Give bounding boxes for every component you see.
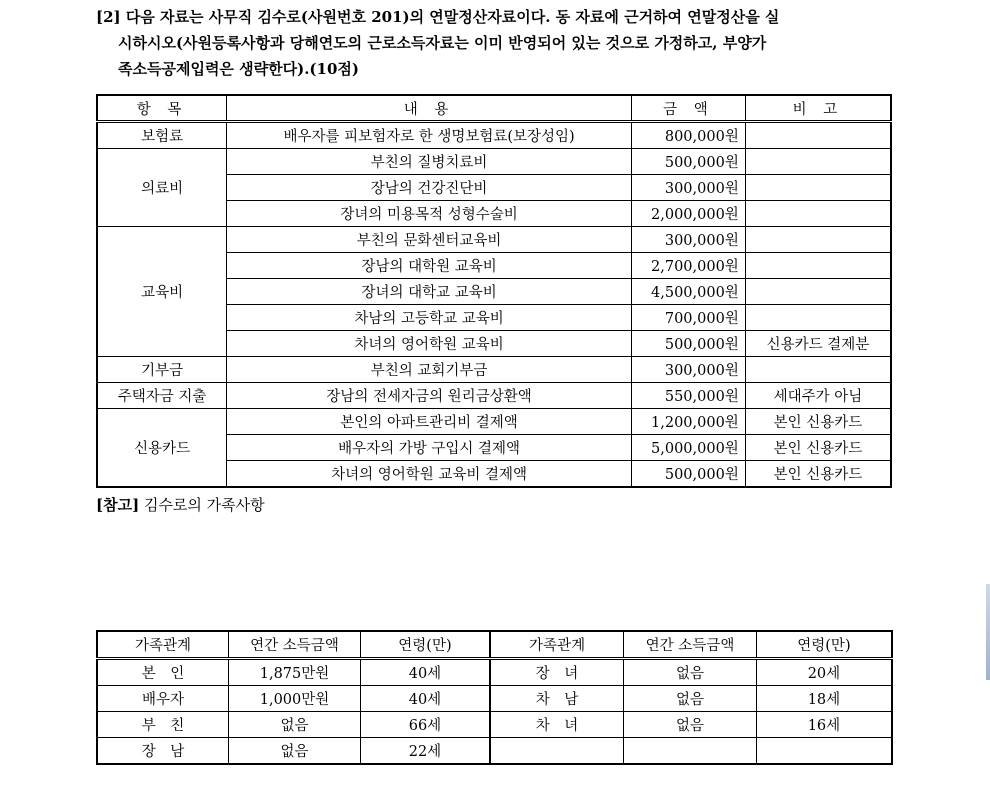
amount-cell: 800,000원 bbox=[631, 122, 745, 149]
income-cell: 1,875만원 bbox=[229, 659, 361, 686]
note-cell bbox=[745, 122, 891, 149]
amount-cell: 300,000원 bbox=[631, 357, 745, 383]
relation-cell bbox=[490, 738, 624, 765]
relation-cell: 차 남 bbox=[490, 686, 624, 712]
table-row bbox=[97, 686, 892, 712]
family-header-row bbox=[97, 631, 892, 659]
reference-heading bbox=[96, 494, 265, 515]
table-row bbox=[97, 738, 892, 765]
year-end-settlement-table bbox=[96, 94, 892, 488]
note-cell bbox=[745, 149, 891, 175]
age-cell: 16세 bbox=[756, 712, 892, 738]
content-cell: 부친의 질병치료비 bbox=[227, 149, 632, 175]
table-row bbox=[97, 122, 891, 149]
income-cell: 없음 bbox=[229, 738, 361, 765]
age-cell: 22세 bbox=[360, 738, 490, 765]
header-item: 항 목 bbox=[97, 95, 227, 122]
age-cell: 40세 bbox=[360, 659, 490, 686]
table-row bbox=[97, 383, 891, 409]
question-text bbox=[96, 4, 906, 82]
amount-cell: 4,500,000원 bbox=[631, 279, 745, 305]
relation-cell: 차 녀 bbox=[490, 712, 624, 738]
amount-cell: 1,200,000원 bbox=[631, 409, 745, 435]
note-cell bbox=[745, 227, 891, 253]
age-cell: 40세 bbox=[360, 686, 490, 712]
amount-cell: 2,000,000원 bbox=[631, 201, 745, 227]
amount-cell: 500,000원 bbox=[631, 331, 745, 357]
header-relation: 가족관계 bbox=[97, 631, 229, 659]
relation-cell: 부 친 bbox=[97, 712, 229, 738]
category-cell: 보험료 bbox=[97, 122, 227, 149]
table-row bbox=[97, 712, 892, 738]
category-cell: 교육비 bbox=[97, 227, 227, 357]
content-cell: 차녀의 영어학원 교육비 결제액 bbox=[227, 461, 632, 488]
note-cell: 세대주가 아님 bbox=[745, 383, 891, 409]
age-cell bbox=[756, 738, 892, 765]
amount-cell: 300,000원 bbox=[631, 227, 745, 253]
amount-cell: 300,000원 bbox=[631, 175, 745, 201]
content-cell: 장남의 건강진단비 bbox=[227, 175, 632, 201]
header-amount: 금 액 bbox=[631, 95, 745, 122]
age-cell: 66세 bbox=[360, 712, 490, 738]
header-age: 연령(만) bbox=[756, 631, 892, 659]
table-row bbox=[97, 149, 891, 175]
family-info-table bbox=[96, 630, 893, 765]
note-cell bbox=[745, 253, 891, 279]
content-cell: 장남의 대학원 교육비 bbox=[227, 253, 632, 279]
question-line-2: 시하시오(사원등록사항과 당해연도의 근로소득자료는 이미 반영되어 있는 것으로 가정하고, 부양가 bbox=[118, 34, 767, 52]
relation-cell: 장 녀 bbox=[490, 659, 624, 686]
content-cell: 배우자를 피보험자로 한 생명보험료(보장성임) bbox=[227, 122, 632, 149]
income-cell: 없음 bbox=[624, 686, 757, 712]
category-cell: 주택자금 지출 bbox=[97, 383, 227, 409]
question-line-1: [2] 다음 자료는 사무직 김수로(사원번호 201)의 연말정산자료이다. 동 자료에 근거하여 연말정산을 실 bbox=[96, 8, 780, 26]
income-cell: 없음 bbox=[229, 712, 361, 738]
content-cell: 차녀의 영어학원 교육비 bbox=[227, 331, 632, 357]
age-cell: 20세 bbox=[756, 659, 892, 686]
content-cell: 장녀의 대학교 교육비 bbox=[227, 279, 632, 305]
question-line-3: 족소득공제입력은 생략한다).(10점) bbox=[118, 60, 359, 78]
content-cell: 배우자의 가방 구입시 결제액 bbox=[227, 435, 632, 461]
reference-text: 김수로의 가족사항 bbox=[139, 496, 265, 514]
relation-cell: 장 남 bbox=[97, 738, 229, 765]
income-cell: 없음 bbox=[624, 712, 757, 738]
table-row bbox=[97, 357, 891, 383]
content-cell: 장남의 전세자금의 원리금상환액 bbox=[227, 383, 632, 409]
amount-cell: 550,000원 bbox=[631, 383, 745, 409]
note-cell bbox=[745, 357, 891, 383]
table-header-row bbox=[97, 95, 891, 122]
content-cell: 부친의 문화센터교육비 bbox=[227, 227, 632, 253]
content-cell: 부친의 교회기부금 bbox=[227, 357, 632, 383]
window-edge-strip bbox=[986, 584, 990, 680]
note-cell bbox=[745, 279, 891, 305]
note-cell bbox=[745, 175, 891, 201]
header-note: 비 고 bbox=[745, 95, 891, 122]
note-cell bbox=[745, 305, 891, 331]
note-cell: 본인 신용카드 bbox=[745, 409, 891, 435]
amount-cell: 2,700,000원 bbox=[631, 253, 745, 279]
category-cell: 신용카드 bbox=[97, 409, 227, 488]
content-cell: 장녀의 미용목적 성형수술비 bbox=[227, 201, 632, 227]
table-row bbox=[97, 409, 891, 435]
amount-cell: 700,000원 bbox=[631, 305, 745, 331]
header-relation: 가족관계 bbox=[490, 631, 624, 659]
relation-cell: 배우자 bbox=[97, 686, 229, 712]
income-cell: 1,000만원 bbox=[229, 686, 361, 712]
table-row bbox=[97, 659, 892, 686]
note-cell: 본인 신용카드 bbox=[745, 435, 891, 461]
table-row bbox=[97, 227, 891, 253]
amount-cell: 500,000원 bbox=[631, 461, 745, 488]
category-cell: 의료비 bbox=[97, 149, 227, 227]
header-age: 연령(만) bbox=[360, 631, 490, 659]
note-cell: 신용카드 결제분 bbox=[745, 331, 891, 357]
note-cell: 본인 신용카드 bbox=[745, 461, 891, 488]
income-cell bbox=[624, 738, 757, 765]
header-income: 연간 소득금액 bbox=[229, 631, 361, 659]
header-income: 연간 소득금액 bbox=[624, 631, 757, 659]
amount-cell: 5,000,000원 bbox=[631, 435, 745, 461]
relation-cell: 본 인 bbox=[97, 659, 229, 686]
content-cell: 차남의 고등학교 교육비 bbox=[227, 305, 632, 331]
category-cell: 기부금 bbox=[97, 357, 227, 383]
header-content: 내 용 bbox=[227, 95, 632, 122]
reference-label: [참고] bbox=[96, 496, 140, 514]
income-cell: 없음 bbox=[624, 659, 757, 686]
note-cell bbox=[745, 201, 891, 227]
age-cell: 18세 bbox=[756, 686, 892, 712]
amount-cell: 500,000원 bbox=[631, 149, 745, 175]
content-cell: 본인의 아파트관리비 결제액 bbox=[227, 409, 632, 435]
